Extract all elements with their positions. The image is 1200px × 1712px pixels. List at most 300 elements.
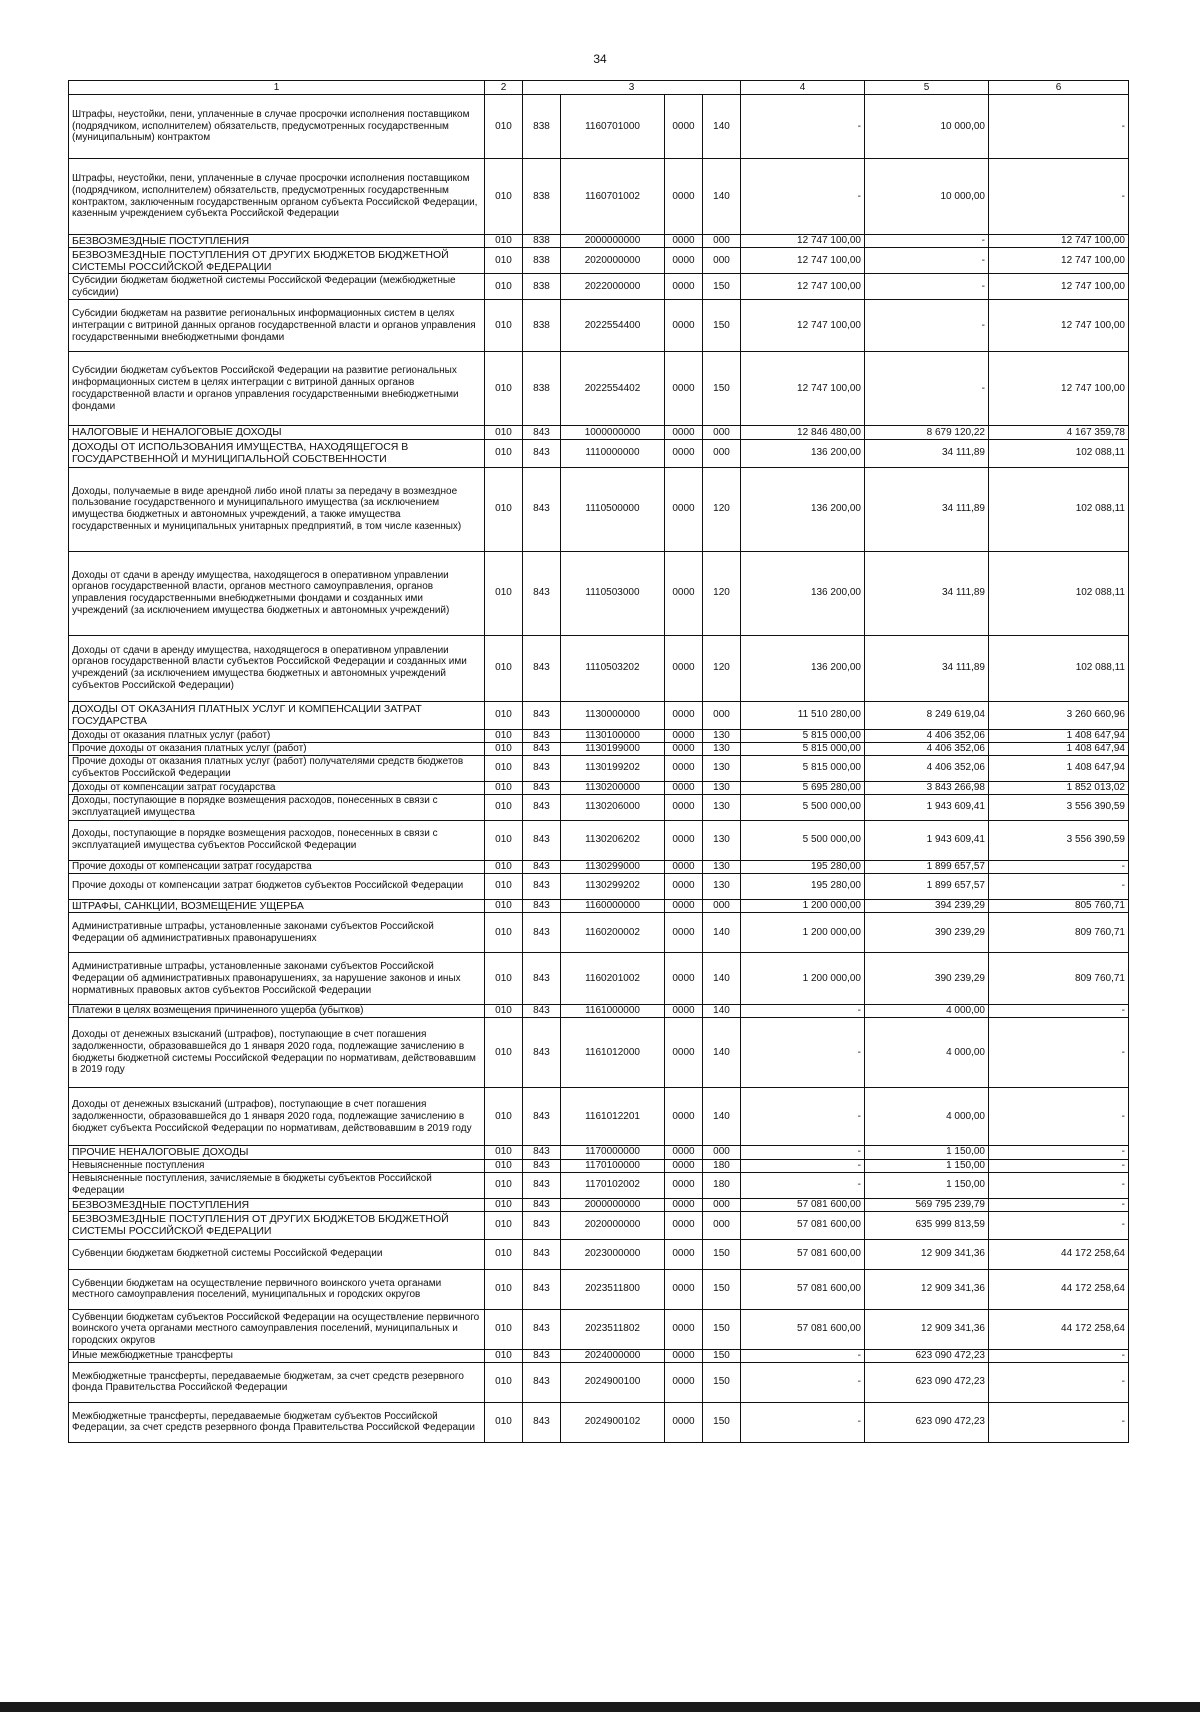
cell-admin: 838	[523, 235, 561, 248]
cell-kosgu: 150	[703, 274, 741, 300]
cell-kosgu: 150	[703, 1239, 741, 1269]
cell-program: 0000	[665, 1269, 703, 1309]
cell-program: 0000	[665, 95, 703, 159]
cell-code: 010	[485, 742, 523, 755]
cell-remaining: 3 556 390,59	[989, 820, 1129, 860]
cell-plan: 136 200,00	[741, 439, 865, 467]
table-row	[69, 551, 1129, 635]
cell-code: 010	[485, 635, 523, 701]
cell-remaining: 102 088,11	[989, 439, 1129, 467]
cell-admin: 843	[523, 701, 561, 729]
cell-plan: 136 200,00	[741, 635, 865, 701]
cell-code: 010	[485, 1172, 523, 1198]
cell-remaining: 12 747 100,00	[989, 352, 1129, 426]
cell-name: Прочие доходы от оказания платных услуг (работ) получателями средств бюджетов субъектов Российской Федерации	[69, 755, 485, 781]
table-row	[69, 729, 1129, 742]
cell-name: Доходы, поступающие в порядке возмещения расходов, понесенных в связи с эксплуатацией имущества субъектов Российской Федерации	[69, 820, 485, 860]
cell-kosgu: 120	[703, 635, 741, 701]
cell-remaining: -	[989, 159, 1129, 235]
cell-kbk: 2020000000	[561, 1211, 665, 1239]
cell-plan: 12 747 100,00	[741, 248, 865, 274]
cell-plan: 12 747 100,00	[741, 274, 865, 300]
cell-code: 010	[485, 1362, 523, 1402]
table-row	[69, 794, 1129, 820]
table-row	[69, 439, 1129, 467]
cell-program: 0000	[665, 352, 703, 426]
cell-code: 010	[485, 1146, 523, 1159]
cell-name: Штрафы, неустойки, пени, уплаченные в случае просрочки исполнения поставщиком (подрядчиком, исполнителем) обязательств, предусмотренных государственным (муниципальным) контрактом	[69, 95, 485, 159]
cell-kosgu: 140	[703, 95, 741, 159]
cell-remaining: 44 172 258,64	[989, 1309, 1129, 1349]
cell-kbk: 1130100000	[561, 729, 665, 742]
table-row	[69, 742, 1129, 755]
table-row	[69, 1349, 1129, 1362]
cell-remaining: -	[989, 1349, 1129, 1362]
cell-remaining: -	[989, 1146, 1129, 1159]
table-row	[69, 1198, 1129, 1211]
cell-kbk: 2022554402	[561, 352, 665, 426]
cell-remaining: 1 408 647,94	[989, 742, 1129, 755]
table-row	[69, 860, 1129, 873]
cell-kbk: 2024900102	[561, 1402, 665, 1442]
header-col-6: 6	[989, 81, 1129, 95]
cell-executed: 1 899 657,57	[865, 860, 989, 873]
cell-plan: -	[741, 1005, 865, 1018]
cell-plan: -	[741, 1088, 865, 1146]
cell-executed: 12 909 341,36	[865, 1239, 989, 1269]
cell-admin: 843	[523, 781, 561, 794]
cell-program: 0000	[665, 439, 703, 467]
cell-program: 0000	[665, 300, 703, 352]
cell-executed: 623 090 472,23	[865, 1402, 989, 1442]
table-row	[69, 1269, 1129, 1309]
table-row	[69, 159, 1129, 235]
cell-name: Доходы от оказания платных услуг (работ)	[69, 729, 485, 742]
cell-executed: 1 150,00	[865, 1159, 989, 1172]
report-body	[69, 95, 1129, 1443]
cell-program: 0000	[665, 913, 703, 953]
cell-kosgu: 180	[703, 1159, 741, 1172]
cell-admin: 843	[523, 860, 561, 873]
cell-program: 0000	[665, 755, 703, 781]
cell-name: БЕЗВОЗМЕЗДНЫЕ ПОСТУПЛЕНИЯ	[69, 1198, 485, 1211]
cell-remaining: 4 167 359,78	[989, 426, 1129, 439]
cell-program: 0000	[665, 1362, 703, 1402]
cell-plan: -	[741, 1362, 865, 1402]
cell-program: 0000	[665, 729, 703, 742]
cell-admin: 843	[523, 913, 561, 953]
cell-kosgu: 150	[703, 1309, 741, 1349]
cell-code: 010	[485, 235, 523, 248]
cell-kosgu: 130	[703, 820, 741, 860]
cell-plan: 57 081 600,00	[741, 1309, 865, 1349]
cell-executed: 1 943 609,41	[865, 794, 989, 820]
cell-kosgu: 140	[703, 953, 741, 1005]
cell-kbk: 1160000000	[561, 899, 665, 912]
cell-kosgu: 130	[703, 742, 741, 755]
cell-admin: 838	[523, 95, 561, 159]
cell-executed: 394 239,29	[865, 899, 989, 912]
cell-remaining: -	[989, 1159, 1129, 1172]
cell-plan: 5 815 000,00	[741, 742, 865, 755]
cell-kosgu: 000	[703, 426, 741, 439]
header-col-3: 3	[523, 81, 741, 95]
cell-program: 0000	[665, 953, 703, 1005]
cell-kosgu: 140	[703, 1088, 741, 1146]
cell-name: ШТРАФЫ, САНКЦИИ, ВОЗМЕЩЕНИЕ УЩЕРБА	[69, 899, 485, 912]
cell-admin: 843	[523, 820, 561, 860]
cell-program: 0000	[665, 1349, 703, 1362]
cell-kbk: 2020000000	[561, 248, 665, 274]
cell-code: 010	[485, 439, 523, 467]
cell-plan: -	[741, 95, 865, 159]
cell-plan: -	[741, 1159, 865, 1172]
cell-code: 010	[485, 755, 523, 781]
cell-executed: 4 000,00	[865, 1088, 989, 1146]
cell-remaining: 44 172 258,64	[989, 1239, 1129, 1269]
cell-program: 0000	[665, 1005, 703, 1018]
cell-code: 010	[485, 1309, 523, 1349]
cell-name: Доходы от сдачи в аренду имущества, находящегося в оперативном управлении органов государственной власти, органов местного самоуправления, органов управления государственными внебюджетными фондами и созданных ими учреждений (за исключением имущества бюджетных и автономных учреждений)	[69, 551, 485, 635]
cell-admin: 843	[523, 1146, 561, 1159]
header-col-5: 5	[865, 81, 989, 95]
cell-name: Доходы, поступающие в порядке возмещения расходов, понесенных в связи с эксплуатацией имущества	[69, 794, 485, 820]
cell-program: 0000	[665, 467, 703, 551]
cell-admin: 843	[523, 1349, 561, 1362]
cell-kbk: 1130199000	[561, 742, 665, 755]
cell-program: 0000	[665, 248, 703, 274]
cell-name: Субвенции бюджетам на осуществление первичного воинского учета органами местного самоуправления поселений, муниципальных и городских округов	[69, 1269, 485, 1309]
cell-kosgu: 130	[703, 860, 741, 873]
header-col-1: 1	[69, 81, 485, 95]
cell-kbk: 1110500000	[561, 467, 665, 551]
cell-executed: 1 899 657,57	[865, 873, 989, 899]
cell-executed: 8 679 120,22	[865, 426, 989, 439]
cell-remaining: 3 556 390,59	[989, 794, 1129, 820]
cell-code: 010	[485, 1349, 523, 1362]
cell-plan: 12 846 480,00	[741, 426, 865, 439]
cell-admin: 843	[523, 729, 561, 742]
cell-plan: 5 500 000,00	[741, 820, 865, 860]
cell-plan: 1 200 000,00	[741, 913, 865, 953]
cell-remaining: 1 408 647,94	[989, 755, 1129, 781]
table-row	[69, 1018, 1129, 1088]
cell-kbk: 1110000000	[561, 439, 665, 467]
cell-kosgu: 150	[703, 1402, 741, 1442]
cell-program: 0000	[665, 235, 703, 248]
cell-name: Межбюджетные трансферты, передаваемые бюджетам, за счет средств резервного фонда Правительства Российской Федерации	[69, 1362, 485, 1402]
cell-admin: 843	[523, 1269, 561, 1309]
cell-name: БЕЗВОЗМЕЗДНЫЕ ПОСТУПЛЕНИЯ ОТ ДРУГИХ БЮДЖЕТОВ БЮДЖЕТНОЙ СИСТЕМЫ РОССИЙСКОЙ ФЕДЕРАЦИИ	[69, 1211, 485, 1239]
cell-executed: -	[865, 235, 989, 248]
table-row	[69, 1309, 1129, 1349]
table-row	[69, 953, 1129, 1005]
table-row	[69, 781, 1129, 794]
table-row	[69, 1172, 1129, 1198]
cell-program: 0000	[665, 701, 703, 729]
cell-kosgu: 140	[703, 1005, 741, 1018]
cell-code: 010	[485, 820, 523, 860]
table-row	[69, 899, 1129, 912]
cell-program: 0000	[665, 899, 703, 912]
cell-name: НАЛОГОВЫЕ И НЕНАЛОГОВЫЕ ДОХОДЫ	[69, 426, 485, 439]
cell-admin: 838	[523, 352, 561, 426]
cell-code: 010	[485, 426, 523, 439]
cell-executed: 4 000,00	[865, 1005, 989, 1018]
cell-program: 0000	[665, 860, 703, 873]
cell-code: 010	[485, 701, 523, 729]
cell-kbk: 1130200000	[561, 781, 665, 794]
cell-name: Доходы от компенсации затрат государства	[69, 781, 485, 794]
cell-code: 010	[485, 352, 523, 426]
cell-code: 010	[485, 1018, 523, 1088]
cell-code: 010	[485, 781, 523, 794]
cell-plan: 195 280,00	[741, 873, 865, 899]
table-row	[69, 1159, 1129, 1172]
cell-executed: 8 249 619,04	[865, 701, 989, 729]
cell-executed: 10 000,00	[865, 159, 989, 235]
cell-admin: 843	[523, 551, 561, 635]
cell-admin: 843	[523, 1005, 561, 1018]
cell-kbk: 1170000000	[561, 1146, 665, 1159]
cell-executed: 635 999 813,59	[865, 1211, 989, 1239]
cell-name: Невыясненные поступления, зачисляемые в бюджеты субъектов Российской Федерации	[69, 1172, 485, 1198]
cell-program: 0000	[665, 551, 703, 635]
cell-kbk: 1160701000	[561, 95, 665, 159]
cell-executed: 34 111,89	[865, 635, 989, 701]
cell-program: 0000	[665, 1211, 703, 1239]
cell-code: 010	[485, 1088, 523, 1146]
cell-executed: 4 406 352,06	[865, 742, 989, 755]
cell-plan: 136 200,00	[741, 551, 865, 635]
cell-kosgu: 120	[703, 467, 741, 551]
cell-kbk: 1170100000	[561, 1159, 665, 1172]
cell-kosgu: 130	[703, 729, 741, 742]
cell-name: Субсидии бюджетам субъектов Российской Федерации на развитие региональных информационных систем в целях интеграции с витриной данных органов государственной власти и органов управления государственными внебюджетными фондами	[69, 352, 485, 426]
header-row	[69, 81, 1129, 95]
cell-kbk: 1110503202	[561, 635, 665, 701]
cell-executed: -	[865, 352, 989, 426]
cell-program: 0000	[665, 1172, 703, 1198]
cell-kosgu: 000	[703, 701, 741, 729]
cell-code: 010	[485, 1211, 523, 1239]
cell-admin: 843	[523, 1172, 561, 1198]
cell-plan: 11 510 280,00	[741, 701, 865, 729]
cell-kosgu: 120	[703, 551, 741, 635]
cell-kbk: 1160200002	[561, 913, 665, 953]
table-row	[69, 300, 1129, 352]
cell-executed: 623 090 472,23	[865, 1349, 989, 1362]
cell-kbk: 1160201002	[561, 953, 665, 1005]
cell-kbk: 1161012000	[561, 1018, 665, 1088]
cell-kosgu: 000	[703, 1198, 741, 1211]
cell-name: Субсидии бюджетам бюджетной системы Российской Федерации (межбюджетные субсидии)	[69, 274, 485, 300]
table-row	[69, 95, 1129, 159]
table-row	[69, 1146, 1129, 1159]
cell-executed: 4 406 352,06	[865, 729, 989, 742]
cell-plan: 1 200 000,00	[741, 899, 865, 912]
cell-kosgu: 130	[703, 781, 741, 794]
cell-executed: 3 843 266,98	[865, 781, 989, 794]
cell-executed: 34 111,89	[865, 551, 989, 635]
cell-name: ДОХОДЫ ОТ ИСПОЛЬЗОВАНИЯ ИМУЩЕСТВА, НАХОДЯЩЕГОСЯ В ГОСУДАРСТВЕННОЙ И МУНИЦИПАЛЬНОЙ СОБСТВЕННОСТИ	[69, 439, 485, 467]
cell-code: 010	[485, 899, 523, 912]
report-table	[68, 80, 1129, 1443]
cell-executed: 10 000,00	[865, 95, 989, 159]
cell-name: Межбюджетные трансферты, передаваемые бюджетам субъектов Российской Федерации, за счет средств резервного фонда Правительства Российской Федерации	[69, 1402, 485, 1442]
cell-executed: 4 406 352,06	[865, 755, 989, 781]
table-row	[69, 1005, 1129, 1018]
cell-admin: 843	[523, 953, 561, 1005]
cell-name: Доходы, получаемые в виде арендной либо иной платы за передачу в возмездное пользование государственного и муниципального имущества (за исключением имущества бюджетных и автономных учреждений, а также имущества государственных и муниципальных унитарных предприятий, в том числе казенных)	[69, 467, 485, 551]
cell-executed: 1 943 609,41	[865, 820, 989, 860]
cell-plan: 12 747 100,00	[741, 300, 865, 352]
cell-kbk: 1160701002	[561, 159, 665, 235]
cell-plan: 12 747 100,00	[741, 235, 865, 248]
table-row	[69, 352, 1129, 426]
cell-program: 0000	[665, 1018, 703, 1088]
cell-plan: 195 280,00	[741, 860, 865, 873]
cell-admin: 843	[523, 635, 561, 701]
cell-code: 010	[485, 873, 523, 899]
cell-code: 010	[485, 860, 523, 873]
cell-kosgu: 140	[703, 1018, 741, 1088]
cell-name: Невыясненные поступления	[69, 1159, 485, 1172]
cell-name: Доходы от денежных взысканий (штрафов), поступающие в счет погашения задолженности, образовавшейся до 1 января 2020 года, подлежащие зачислению в бюджет субъекта Российской Федерации по нормативам, действовавшим в 2019 году	[69, 1088, 485, 1146]
cell-program: 0000	[665, 1088, 703, 1146]
cell-plan: 57 081 600,00	[741, 1239, 865, 1269]
cell-admin: 838	[523, 248, 561, 274]
cell-executed: 12 909 341,36	[865, 1309, 989, 1349]
table-row	[69, 701, 1129, 729]
cell-code: 010	[485, 159, 523, 235]
cell-remaining: -	[989, 1088, 1129, 1146]
cell-kosgu: 140	[703, 159, 741, 235]
cell-kosgu: 150	[703, 300, 741, 352]
cell-kbk: 1130000000	[561, 701, 665, 729]
cell-admin: 843	[523, 1239, 561, 1269]
cell-code: 010	[485, 274, 523, 300]
cell-remaining: 805 760,71	[989, 899, 1129, 912]
cell-plan: 57 081 600,00	[741, 1269, 865, 1309]
cell-name: Прочие доходы от компенсации затрат бюджетов субъектов Российской Федерации	[69, 873, 485, 899]
cell-name: БЕЗВОЗМЕЗДНЫЕ ПОСТУПЛЕНИЯ ОТ ДРУГИХ БЮДЖЕТОВ БЮДЖЕТНОЙ СИСТЕМЫ РОССИЙСКОЙ ФЕДЕРАЦИИ	[69, 248, 485, 274]
cell-admin: 843	[523, 1211, 561, 1239]
cell-code: 010	[485, 467, 523, 551]
cell-name: БЕЗВОЗМЕЗДНЫЕ ПОСТУПЛЕНИЯ	[69, 235, 485, 248]
cell-remaining: 12 747 100,00	[989, 300, 1129, 352]
scan-bottom-edge	[0, 1702, 1200, 1712]
cell-kosgu: 130	[703, 755, 741, 781]
cell-admin: 838	[523, 300, 561, 352]
cell-name: ПРОЧИЕ НЕНАЛОГОВЫЕ ДОХОДЫ	[69, 1146, 485, 1159]
header-col-4: 4	[741, 81, 865, 95]
cell-kosgu: 000	[703, 439, 741, 467]
cell-name: Субвенции бюджетам бюджетной системы Российской Федерации	[69, 1239, 485, 1269]
header-col-2: 2	[485, 81, 523, 95]
cell-name: Прочие доходы от компенсации затрат государства	[69, 860, 485, 873]
table-row	[69, 1088, 1129, 1146]
cell-name: Платежи в целях возмещения причиненного ущерба (убытков)	[69, 1005, 485, 1018]
table-row	[69, 467, 1129, 551]
cell-program: 0000	[665, 159, 703, 235]
cell-remaining: 3 260 660,96	[989, 701, 1129, 729]
cell-kosgu: 140	[703, 913, 741, 953]
cell-plan: 5 815 000,00	[741, 729, 865, 742]
cell-kbk: 1170102002	[561, 1172, 665, 1198]
cell-remaining: 12 747 100,00	[989, 248, 1129, 274]
cell-code: 010	[485, 1159, 523, 1172]
cell-program: 0000	[665, 873, 703, 899]
cell-remaining: -	[989, 95, 1129, 159]
cell-plan: -	[741, 1172, 865, 1198]
cell-remaining: 1 408 647,94	[989, 729, 1129, 742]
cell-plan: 1 200 000,00	[741, 953, 865, 1005]
cell-kbk: 2024900100	[561, 1362, 665, 1402]
cell-admin: 843	[523, 1018, 561, 1088]
cell-kbk: 1130299202	[561, 873, 665, 899]
cell-plan: 12 747 100,00	[741, 352, 865, 426]
table-row	[69, 1239, 1129, 1269]
cell-remaining: -	[989, 860, 1129, 873]
cell-code: 010	[485, 1239, 523, 1269]
cell-program: 0000	[665, 1309, 703, 1349]
cell-kosgu: 130	[703, 794, 741, 820]
table-row	[69, 873, 1129, 899]
table-row	[69, 1211, 1129, 1239]
cell-name: Административные штрафы, установленные законами субъектов Российской Федерации об административных правонарушениях, за нарушение законов и иных нормативных правовых актов субъектов Российской Федерации	[69, 953, 485, 1005]
cell-plan: -	[741, 1018, 865, 1088]
cell-kosgu: 150	[703, 1349, 741, 1362]
cell-remaining: -	[989, 1198, 1129, 1211]
cell-kosgu: 150	[703, 352, 741, 426]
cell-code: 010	[485, 1402, 523, 1442]
cell-executed: 34 111,89	[865, 467, 989, 551]
cell-admin: 843	[523, 1159, 561, 1172]
cell-program: 0000	[665, 635, 703, 701]
cell-kbk: 2022000000	[561, 274, 665, 300]
cell-kbk: 2023511800	[561, 1269, 665, 1309]
table-row	[69, 755, 1129, 781]
cell-plan: -	[741, 1146, 865, 1159]
cell-kbk: 1130206202	[561, 820, 665, 860]
cell-executed: 1 150,00	[865, 1146, 989, 1159]
cell-executed: 34 111,89	[865, 439, 989, 467]
cell-kbk: 2000000000	[561, 1198, 665, 1211]
cell-name: Штрафы, неустойки, пени, уплаченные в случае просрочки исполнения поставщиком (подрядчиком, исполнителем) обязательств, предусмотренных государственным контрактом, заключенным государственным органом субъекта Российской Федерации, казенным учреждением субъекта Российской Федерации	[69, 159, 485, 235]
cell-remaining: -	[989, 1018, 1129, 1088]
cell-executed: 390 239,29	[865, 953, 989, 1005]
cell-executed: -	[865, 274, 989, 300]
table-row	[69, 913, 1129, 953]
cell-kbk: 2024000000	[561, 1349, 665, 1362]
cell-remaining: 102 088,11	[989, 635, 1129, 701]
cell-remaining: 1 852 013,02	[989, 781, 1129, 794]
cell-code: 010	[485, 953, 523, 1005]
cell-admin: 843	[523, 426, 561, 439]
cell-kbk: 1110503000	[561, 551, 665, 635]
cell-kosgu: 000	[703, 248, 741, 274]
cell-name: Субвенции бюджетам субъектов Российской Федерации на осуществление первичного воинского учета органами местного самоуправления поселений, муниципальных и городских округов	[69, 1309, 485, 1349]
cell-plan: 5 500 000,00	[741, 794, 865, 820]
cell-kbk: 1130199202	[561, 755, 665, 781]
page-number: 34	[593, 52, 607, 66]
cell-kbk: 1161012201	[561, 1088, 665, 1146]
cell-kosgu: 000	[703, 1211, 741, 1239]
cell-kosgu: 000	[703, 235, 741, 248]
cell-plan: 57 081 600,00	[741, 1211, 865, 1239]
cell-remaining: 12 747 100,00	[989, 235, 1129, 248]
